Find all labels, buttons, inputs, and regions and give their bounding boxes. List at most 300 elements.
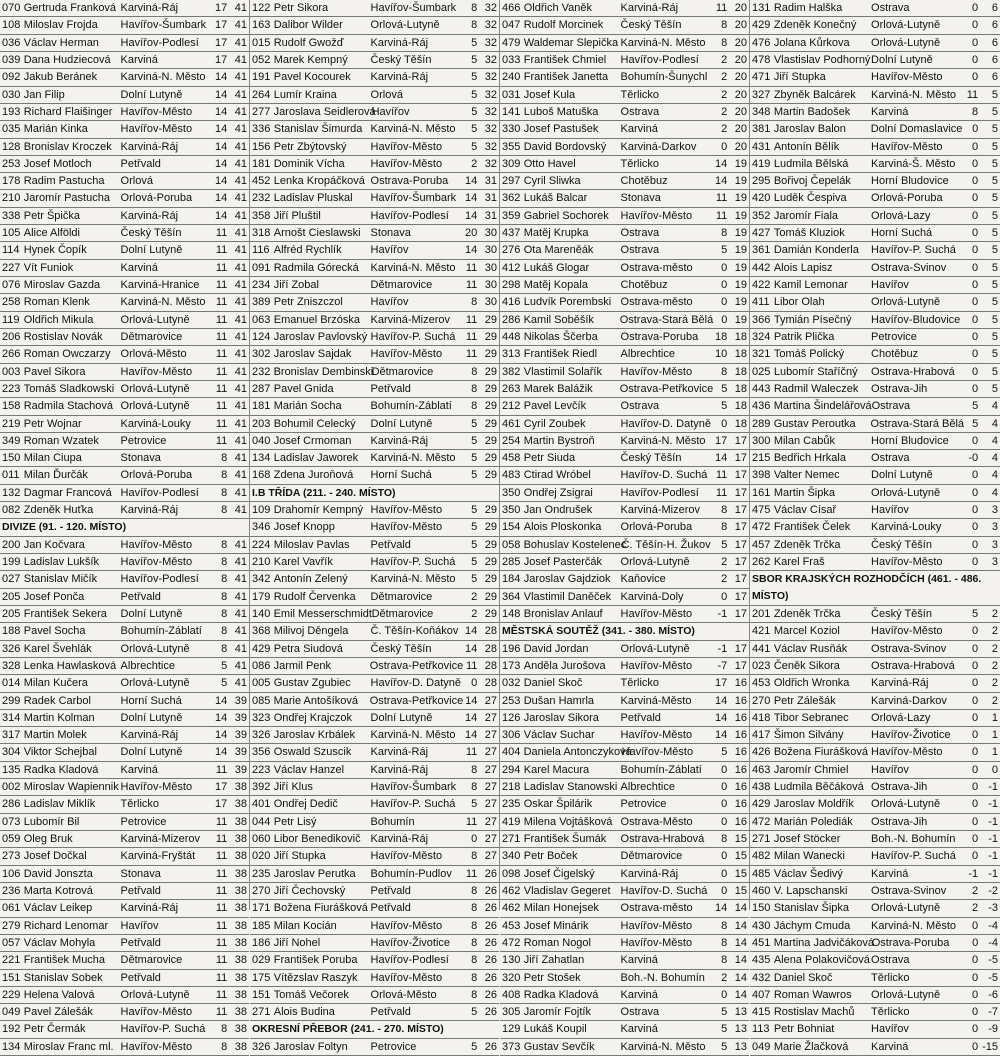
referee-number: 417 [752,729,771,742]
table-row [0,814,249,831]
table-row [500,381,749,398]
score-total: 32 [484,140,498,153]
score-total: 39 [234,694,248,707]
club-name: Karviná [620,988,658,1001]
score-total: 30 [484,261,498,274]
score-a: 14 [215,105,228,118]
score-a: 5 [471,504,478,517]
referee-number: 106 [2,867,21,880]
score-total: 3 [991,521,999,534]
club-name: Karviná [620,1023,658,1036]
score-a: 2 [721,123,728,136]
club-name: Ostrava-Jih [871,781,928,794]
score-total: 27 [484,746,498,759]
score-a: 0 [972,556,979,568]
score-a: 5 [721,538,728,551]
score-total: 5 [991,365,999,378]
table-row [750,381,1000,398]
score-total: 41 [234,227,248,240]
score-total: 27 [484,798,498,811]
club-name: Havířov-Šumbark [370,192,457,205]
score-a: 5 [471,417,478,430]
score-a: 8 [471,365,478,378]
score-a: 2 [471,607,478,620]
table-row [750,346,1000,363]
referee-name: Viktor Schejbal [23,746,97,759]
table-row [500,277,749,294]
table-row [0,398,249,415]
score-total: 5 [991,382,999,395]
score-a: 17 [215,2,228,14]
referee-name: Oldřich Mikula [23,313,94,326]
score-total: 41 [234,105,248,118]
referee-name: Alena Polakovičová [773,954,870,967]
table-row [500,710,749,727]
score-total: 5 [991,157,999,170]
score-total: 2 [991,607,999,620]
club-name: Havířov-P. Suchá [370,556,456,568]
score-total: 4 [991,400,998,413]
score-total: 38 [234,1040,248,1053]
score-total: 41 [234,642,248,655]
club-name: Havířov-Šumbark [370,2,457,14]
referee-name: Lukáš Balcar [523,192,588,205]
score-total: 32 [484,71,498,84]
referee-name: Karel Vavřík [273,556,333,568]
referee-name: Marián Polediák [773,815,853,828]
referee-name: Lumír Kraina [273,88,337,101]
club-name: Těrlicko [620,677,660,690]
score-a: 11 [465,746,478,759]
score-total: 19 [734,175,748,188]
referee-name: Martin Molek [23,729,87,742]
score-total: 1 [991,729,999,742]
score-total: 20 [734,36,748,49]
referee-number: 330 [502,123,521,136]
score-a: 5 [471,123,478,136]
club-name: Orlová-Lutyně [871,486,941,499]
table-row [750,398,1000,415]
referee-number: 462 [502,884,521,897]
referee-name: Radmila Górecká [273,261,359,274]
score-a: 2 [471,157,478,170]
score-total: 14 [734,988,748,1001]
score-total: 29 [484,400,498,413]
club-name: Havířov [370,244,409,257]
referee-name: Dagmar Francová [23,486,112,499]
club-name: Orlová-Lutyně [120,382,190,395]
referee-number: 422 [752,279,771,291]
referee-number: 258 [2,296,21,309]
score-total: 17 [734,642,748,655]
referee-number: 223 [252,763,271,776]
score-total: 41 [234,330,248,343]
club-name: Havířov-D. Suchá [620,884,708,897]
referee-name: Tymián Písečný [773,313,852,326]
referee-number: 285 [502,556,521,568]
referee-number: 025 [752,365,771,378]
score-total: 29 [484,521,498,534]
table-row [500,69,749,86]
score-total: 18 [734,382,747,395]
score-a: 17 [215,798,228,811]
referee-name: Lenka Hawlasková [23,659,117,672]
referee-number: 408 [502,988,521,1001]
table-row [500,519,749,536]
club-name: Karviná-N. Město [120,71,206,84]
table-row [250,104,499,121]
score-a: 11 [465,313,478,326]
referee-number: 432 [752,971,771,984]
score-total: 38 [234,867,248,880]
referee-name: Daniel Skoč [523,677,583,690]
referee-number: 437 [502,227,521,240]
referee-name: Petr Čermák [23,1023,86,1036]
referee-number: 052 [252,53,271,66]
table-row [500,139,749,156]
table-row [500,450,749,467]
score-a: 8 [721,504,728,517]
score-a: 8 [471,19,478,32]
score-a: 14 [215,209,228,222]
referee-name: Marián Socha [273,400,342,413]
score-total: 41 [234,486,248,499]
table-row [0,970,249,987]
score-total: 5 [991,105,999,118]
score-total: 29 [484,556,498,568]
table-row [500,1039,749,1056]
score-total: 32 [484,36,498,49]
score-total: 15 [734,850,748,863]
club-name: Karviná-Ráj [620,2,679,14]
table-row [750,744,1000,761]
score-a: 0 [972,71,979,84]
score-a: 14 [465,729,478,742]
club-name: Karviná-N. Město [620,434,706,447]
club-name: Havířov-Podlesí [370,954,449,967]
referee-name: Petr Siuda [523,452,576,465]
referee-number: 355 [502,140,521,153]
score-total: 5 [991,279,999,291]
referee-name: Antonín Zelený [273,573,348,586]
table-row [750,69,1000,86]
table-row [250,139,499,156]
score-total: 16 [734,711,748,724]
referee-number: 306 [502,729,521,742]
table-row [0,831,249,848]
referee-number: 122 [252,2,271,14]
score-total: 31 [484,192,498,205]
table-row [0,1004,249,1021]
referee-number: 472 [752,815,771,828]
club-name: Havířov-P. Suchá [871,244,956,257]
score-total: 29 [484,573,498,586]
club-name: Orlová-Lutyně [370,19,440,32]
referee-name: Petr Boček [523,850,578,863]
referee-name: František Čelek [773,521,851,534]
score-a: 11 [966,88,979,101]
score-a: 0 [972,1006,979,1019]
referee-number: 151 [2,971,21,984]
table-row [750,952,1000,969]
referee-name: Vlastislav Podhorný [773,53,871,66]
referee-name: Milan Ciupa [23,452,82,465]
referee-number: 352 [752,209,771,222]
score-a: 8 [471,954,478,967]
referee-name: Jan Ondrušek [523,504,593,517]
table-row [750,294,1000,311]
table-row [500,433,749,450]
club-name: Ostrava-Hrabová [871,659,955,672]
table-row [0,294,249,311]
referee-name: Milan Kučera [23,677,88,690]
table-row [500,225,749,242]
club-name: Karviná-Darkov [871,694,947,707]
club-name: Karviná-Ráj [120,140,179,153]
referee-number: 430 [752,919,771,932]
club-name: Dětmarovice [120,330,183,343]
referee-number: 059 [2,833,21,845]
club-name: Karviná [120,53,158,66]
referee-name: Milivoj Děngela [273,625,349,638]
club-name: Havířov-P. Suchá [871,850,956,863]
referee-number: 030 [2,88,21,101]
referee-name: Martin Bystroň [523,434,595,447]
table-row [750,52,1000,69]
referee-name: Jaroslav Foltyn [273,1040,348,1053]
table-row [0,225,249,242]
club-name: Karviná-Mizerov [370,313,451,326]
table-row [0,485,249,502]
score-a: 8 [471,781,478,794]
score-total: 4 [991,486,999,499]
table-row [0,0,249,17]
club-name: Ostrava-Stará Bělá [870,417,965,430]
score-total: 41 [234,573,248,586]
score-a: 11 [215,313,228,326]
referee-name: František Riedl [523,348,598,361]
club-name: Dolní Lutyně [120,711,183,724]
score-a: 0 [972,504,979,517]
referee-number: 273 [2,850,21,863]
referee-number: 448 [502,330,521,343]
score-a: 0 [972,244,979,257]
table-row [500,589,749,606]
referee-name: Vlastimil Solařík [523,365,602,378]
club-name: Petřvald [620,711,661,724]
table-row [250,312,499,329]
referee-name: Tomáš Polický [773,348,845,361]
referee-number: 082 [2,504,21,517]
referee-name: Martina Jadvičáková [773,936,874,949]
score-total: 17 [734,538,747,551]
club-name: Orlová-Lutyně [120,400,190,413]
referee-number: 128 [2,140,21,153]
club-name: Havířov-Město [370,919,443,932]
referee-number: 039 [2,53,21,66]
table-row [0,727,249,744]
club-name: Havířov-Město [370,971,443,984]
score-total: 18 [734,400,748,413]
table-row [750,104,1000,121]
table-row [0,606,249,623]
score-a: 0 [972,659,979,672]
referee-name: Waldemar Slepička [523,36,619,49]
referee-number: 392 [252,781,271,794]
club-name: Orlová-Lutyně [871,19,941,32]
referee-name: Josef Čigelský [523,867,595,880]
club-name: Havířov-D. Suchá [620,469,708,482]
club-name: Těrlicko [871,971,910,984]
score-a: 14 [465,209,478,222]
referee-name: Marie Žlačková [773,1040,849,1053]
table-row [250,883,499,900]
score-a: 11 [215,936,228,949]
score-total: 32 [484,2,498,14]
score-a: 8 [471,850,478,863]
score-total: 26 [484,867,498,880]
club-name: Havířov-Město [120,123,193,136]
table-row [500,796,749,813]
referee-number: 348 [752,105,771,118]
score-a: 8 [471,988,478,1001]
club-name: Dolní Domaslavice [870,123,963,136]
table-row [0,658,249,675]
table-row [750,87,1000,104]
score-a: 5 [471,1006,478,1019]
score-a: 11 [215,954,228,967]
referee-name: Jaroslava Seidlerová [273,105,376,118]
referee-number: 366 [752,313,771,326]
score-a: 0 [972,538,979,551]
club-name: Karviná-N. Město [370,123,456,136]
club-name: Havířov-Podlesí [120,573,199,586]
score-a: 11 [215,815,228,828]
referee-name: Jakub Beránek [23,71,98,84]
table-row [750,554,1000,571]
score-total: 38 [234,902,248,915]
referee-name: Alois Budina [273,1006,335,1019]
referee-name: Tomáš Večorek [273,988,349,1001]
table-row [500,693,749,710]
score-a: 14 [465,192,478,205]
referee-number: 086 [252,659,271,672]
referee-name: David Bordovský [523,140,607,153]
referee-name: Pavel Kocourek [273,71,351,84]
score-a: 11 [465,330,478,343]
table-row [0,935,249,952]
score-total: 41 [234,625,248,638]
club-name: Karviná-Ráj [370,36,429,49]
club-name: Karviná-Mizerov [620,504,701,517]
club-name: Havířov-Město [621,746,694,759]
table-row [0,260,249,277]
score-total: 16 [734,694,748,707]
club-name: Karviná-Š. Město [871,157,956,170]
club-name: Orlová-Lutyně [871,798,941,811]
score-a: 8 [471,382,478,395]
score-total: 5 [991,244,999,257]
table-row [750,17,1000,34]
table-row [500,918,749,935]
table-row [750,779,1000,796]
table-row [500,727,749,744]
referee-name: Marek Balážik [523,382,593,395]
score-total: 41 [234,2,248,14]
referee-name: Otto Havel [523,157,576,170]
club-name: Havířov-Město [370,850,443,863]
referee-name: Ondřej Krajczok [273,711,352,724]
referee-name: Jaromír Fojtík [523,1006,591,1019]
referee-name: Jiří Pluštil [273,209,321,222]
referee-name: Josef Pastušek [523,123,599,136]
club-name: Karviná-Louky [120,417,191,430]
referee-name: Jan Filip [23,88,65,101]
score-a: 14 [215,729,228,742]
table-row [250,866,499,883]
table-row [0,762,249,779]
results-column [250,0,500,1053]
score-total: -4 [988,936,998,949]
table-row [250,433,499,450]
table-row [750,173,1000,190]
referee-number: 462 [502,902,521,915]
score-total: 38 [234,850,248,863]
score-total: -15 [982,1040,999,1053]
referee-name: Helena Valová [23,988,95,1001]
referee-name: Milan Cabůk [773,434,835,447]
table-row [500,190,749,207]
referee-number: 063 [252,313,271,326]
referee-number: 381 [752,123,771,136]
table-row [0,537,249,554]
score-total: 41 [234,140,248,153]
referee-number: 154 [502,521,521,534]
table-row [500,1021,749,1038]
table-row [250,571,499,588]
referee-number: 203 [252,417,271,430]
score-a: 0 [972,694,979,707]
score-total: 4 [991,469,999,482]
score-total: 4 [991,417,999,430]
referee-name: Stanislav Sobek [23,971,103,984]
score-a: 11 [465,279,478,291]
club-name: Havířov [871,504,909,517]
club-name: Havířov [871,279,909,291]
club-name: Ostrava-Petřkovice [369,694,464,707]
referee-name: Jiří Stupka [273,850,326,863]
score-total: 27 [484,729,498,742]
table-row [500,173,749,190]
club-name: Stonava [120,867,161,880]
score-a: 11 [715,486,728,499]
score-total: 30 [484,244,498,257]
referee-number: 327 [752,88,771,101]
table-row [500,208,749,225]
score-a: 0 [721,867,728,880]
table-row [750,35,1000,52]
table-row [0,502,249,519]
referee-name: Ondřej Zsigrai [523,486,593,499]
referee-name: Zdeněk Trčka [773,607,841,620]
table-row [500,900,749,917]
score-total: 18 [734,365,748,378]
score-total: 19 [734,227,748,240]
referee-name: Václav Hanzel [273,763,345,776]
table-row [250,641,499,658]
club-name: Boh.-N. Bohumín [871,833,956,845]
referee-number: 073 [2,815,21,828]
